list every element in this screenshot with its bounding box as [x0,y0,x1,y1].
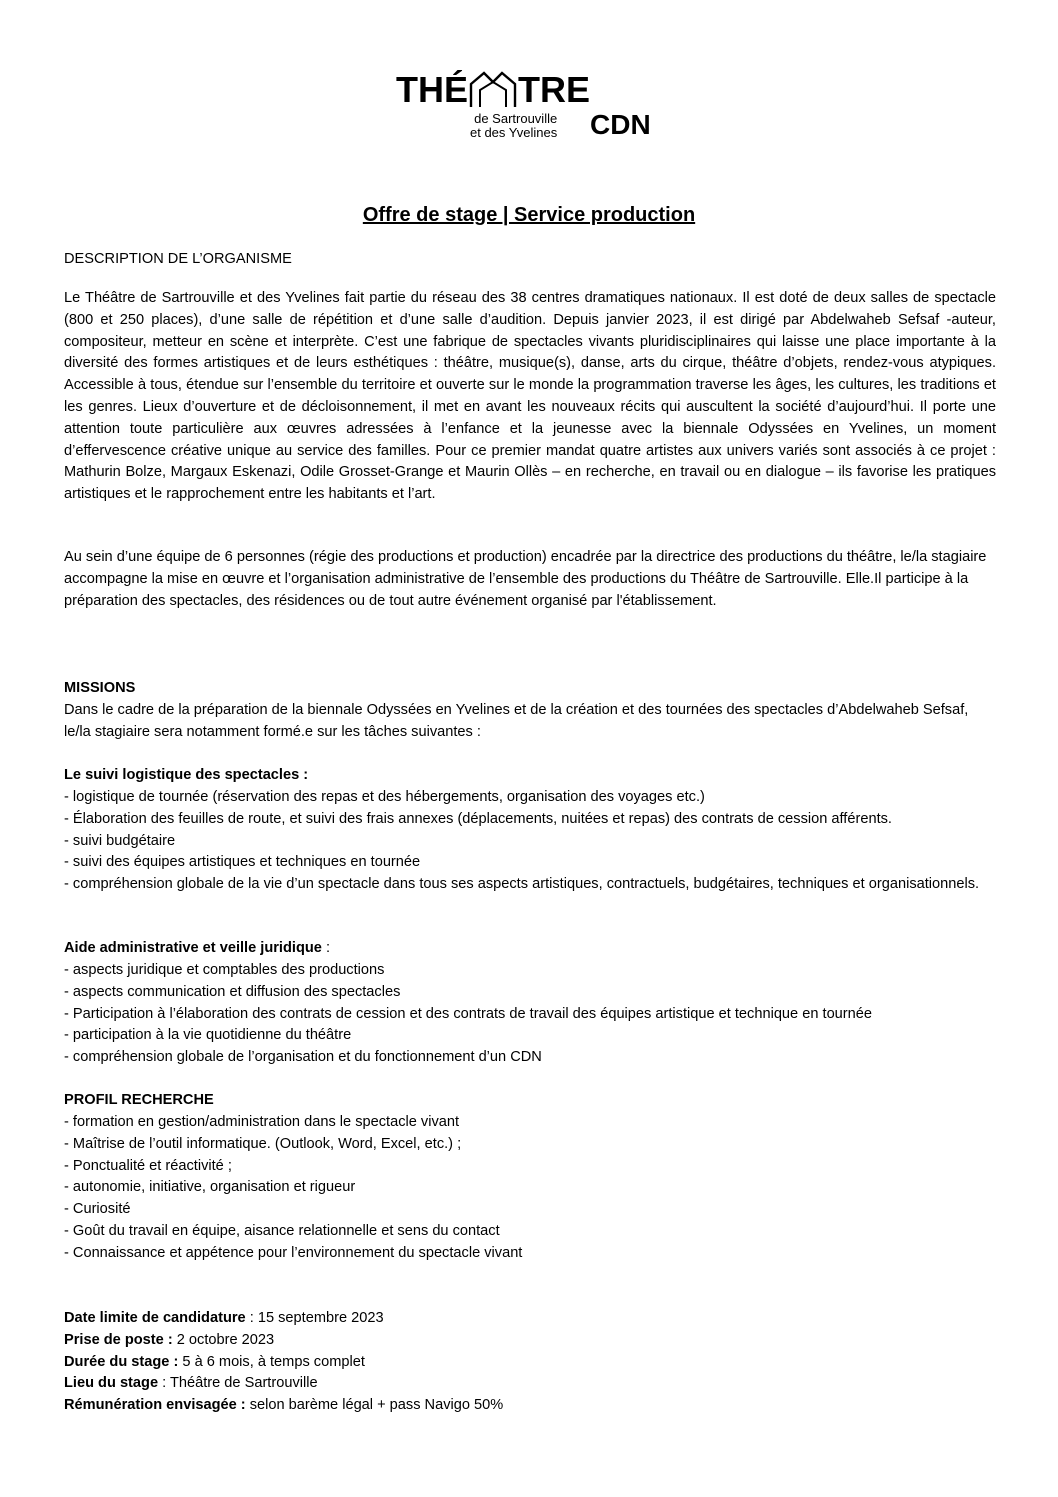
info-label: Durée du stage : [64,1353,179,1370]
profil-list [64,1112,996,1265]
infos-list [64,1308,996,1417]
info-label: Date limite de candidature [64,1310,246,1326]
list-item: - Connaissance et appétence pour l’environnement du spectacle vivant [64,1244,523,1261]
house-icon [468,70,518,108]
organisme-heading [64,249,996,271]
list-item: - Goût du travail en équipe, aisance relationnelle et sens du contact [64,1222,500,1239]
organisme-heading-text: DESCRIPTION DE L’ORGANISME [64,251,292,267]
info-label: Lieu du stage [64,1375,159,1392]
logo-subtitle-line2: et des Yvelines [470,125,558,140]
list-item: - autonomie, initiative, organisation et rigueur [64,1179,356,1196]
info-row [64,1330,996,1352]
logistique-heading: Le suivi logistique des spectacles : [64,767,309,783]
logo-cdn: CDN [590,109,651,140]
admin-heading-colon: : [321,940,331,956]
logo-word-right: TRE [518,69,590,110]
info-value: 5 à 6 mois, à temps complet [178,1353,365,1370]
list-item: - Maîtrise de l’outil informatique. (Outlook, Word, Excel, etc.) ; [64,1135,462,1152]
list-item: - aspects communication et diffusion des spectacles [64,983,401,1000]
list-item: - aspects juridique et comptables des productions [64,962,385,978]
logo-word-left: THÉ [396,69,468,110]
info-row [64,1352,996,1374]
info-row [64,1308,996,1330]
list-item: - Ponctualité et réactivité ; [64,1157,232,1174]
list-item: - suivi budgétaire [64,832,176,849]
profil-heading: PROFIL RECHERCHE [64,1092,214,1108]
info-row [64,1373,996,1395]
admin-heading [64,938,996,960]
info-value: selon barème légal + pass Navigo 50% [245,1397,504,1414]
info-label: Prise de poste : [64,1331,173,1348]
admin-list [64,960,996,1069]
missions-heading: MISSIONS [64,680,136,696]
organisme-paragraph-2: Au sein d’une équipe de 6 personnes (régie des productions et production) encadrée par la directrice des productions du théâtre, le/la stagiaire accompagne la mise en œuvre et l’organisation administrative de l’ensemble des productions du Théâtre de Sartrouville. Elle.Il participe à la préparation des spectacles, des résidences ou de tout autre événement organisé par l'établissement. [64,549,987,609]
list-item: - compréhension globale de la vie d’un spectacle dans tous ses aspects artistiques, contractuels, budgétaires, techniques et organisationnels. [64,876,980,893]
info-row [64,1395,996,1417]
logo-wordmark [396,70,590,110]
info-value: : 15 septembre 2023 [245,1310,384,1326]
logo-subtitle [470,112,557,140]
admin-heading-text: Aide administrative et veille juridique [64,940,322,956]
list-item: - Élaboration des feuilles de route, et suivi des frais annexes (déplacements, nuitées et repas) des contrats de cession afférents. [64,810,892,827]
info-value: 2 octobre 2023 [172,1331,275,1348]
organisme-paragraph-1: Le Théâtre de Sartrouville et des Yvelines fait partie du réseau des 38 centres dramatiques nationaux. Il est doté de deux salles de spectacle (800 et 250 places), d’une salle de répétition et d’une salle d’audition. Depuis janvier 2023, il est dirigé par Abdelwaheb Sefsaf -auteur, compositeur, metteur en scène et interprète. C’est une fabrique de spectacles vivants pluridisciplinaires qui laisse une place importante à la diversité des formes artistiques et de leurs esthétiques : théâtre, musique(s), danse, arts du cirque, théâtre d’objets, rendez-vous atypiques. Accessible à tous, étendue sur l’ensemble du territoire et ouverte sur le monde la programmation traverse les âges, les cultures, les traditions et les genres. Lieux d’ouverture et de décloisonnement, il met en avant les nouveaux récits qui auscultent la société d’aujourd’hui. Il porte une attention toute particulière aux œuvres adressées à l’enfance et la jeunesse avec la biennale Odyssées en Yvelines, un moment d’effervescence créative unique au service des familles. Pour ce premier mandat quatre artistes aux univers variés sont associés à ce projet : Mathurin Bolze, Margaux Eskenazi, Odile Grosset-Grange et Maurin Ollès – en recherche, en travail ou en dialogue – ils favorise les pratiques artistiques et le rapprochement entre les habitants et l’art. [64,290,996,503]
list-item: - suivi des équipes artistiques et techniques en tournée [64,854,421,871]
info-value: : Théâtre de Sartrouville [158,1375,318,1392]
list-item: - formation en gestion/administration dans le spectacle vivant [64,1114,460,1130]
list-item: - logistique de tournée (réservation des repas et des hébergements, organisation des voyages etc.) [64,789,705,805]
theatre-logo [396,70,666,140]
list-item: - compréhension globale de l’organisation et du fonctionnement d’un CDN [64,1049,542,1066]
logistique-list [64,787,996,896]
missions-intro: Dans le cadre de la préparation de la biennale Odyssées en Yvelines et de la création et des tournées des spectacles d’Abdelwaheb Sefsaf, le/la stagiaire sera notamment formé.e sur les tâches suivantes : [64,702,969,740]
list-item: - participation à la vie quotidienne du théâtre [64,1027,352,1044]
logo-subtitle-line1: de Sartrouville [474,111,558,126]
list-item: - Curiosité [64,1201,131,1218]
info-label: Rémunération envisagée : [64,1397,246,1414]
page-title: Offre de stage | Service production [362,204,696,226]
list-item: - Participation à l’élaboration des contrats de cession et des contrats de travail des équipes artistique et technique en tournée [64,1005,873,1022]
